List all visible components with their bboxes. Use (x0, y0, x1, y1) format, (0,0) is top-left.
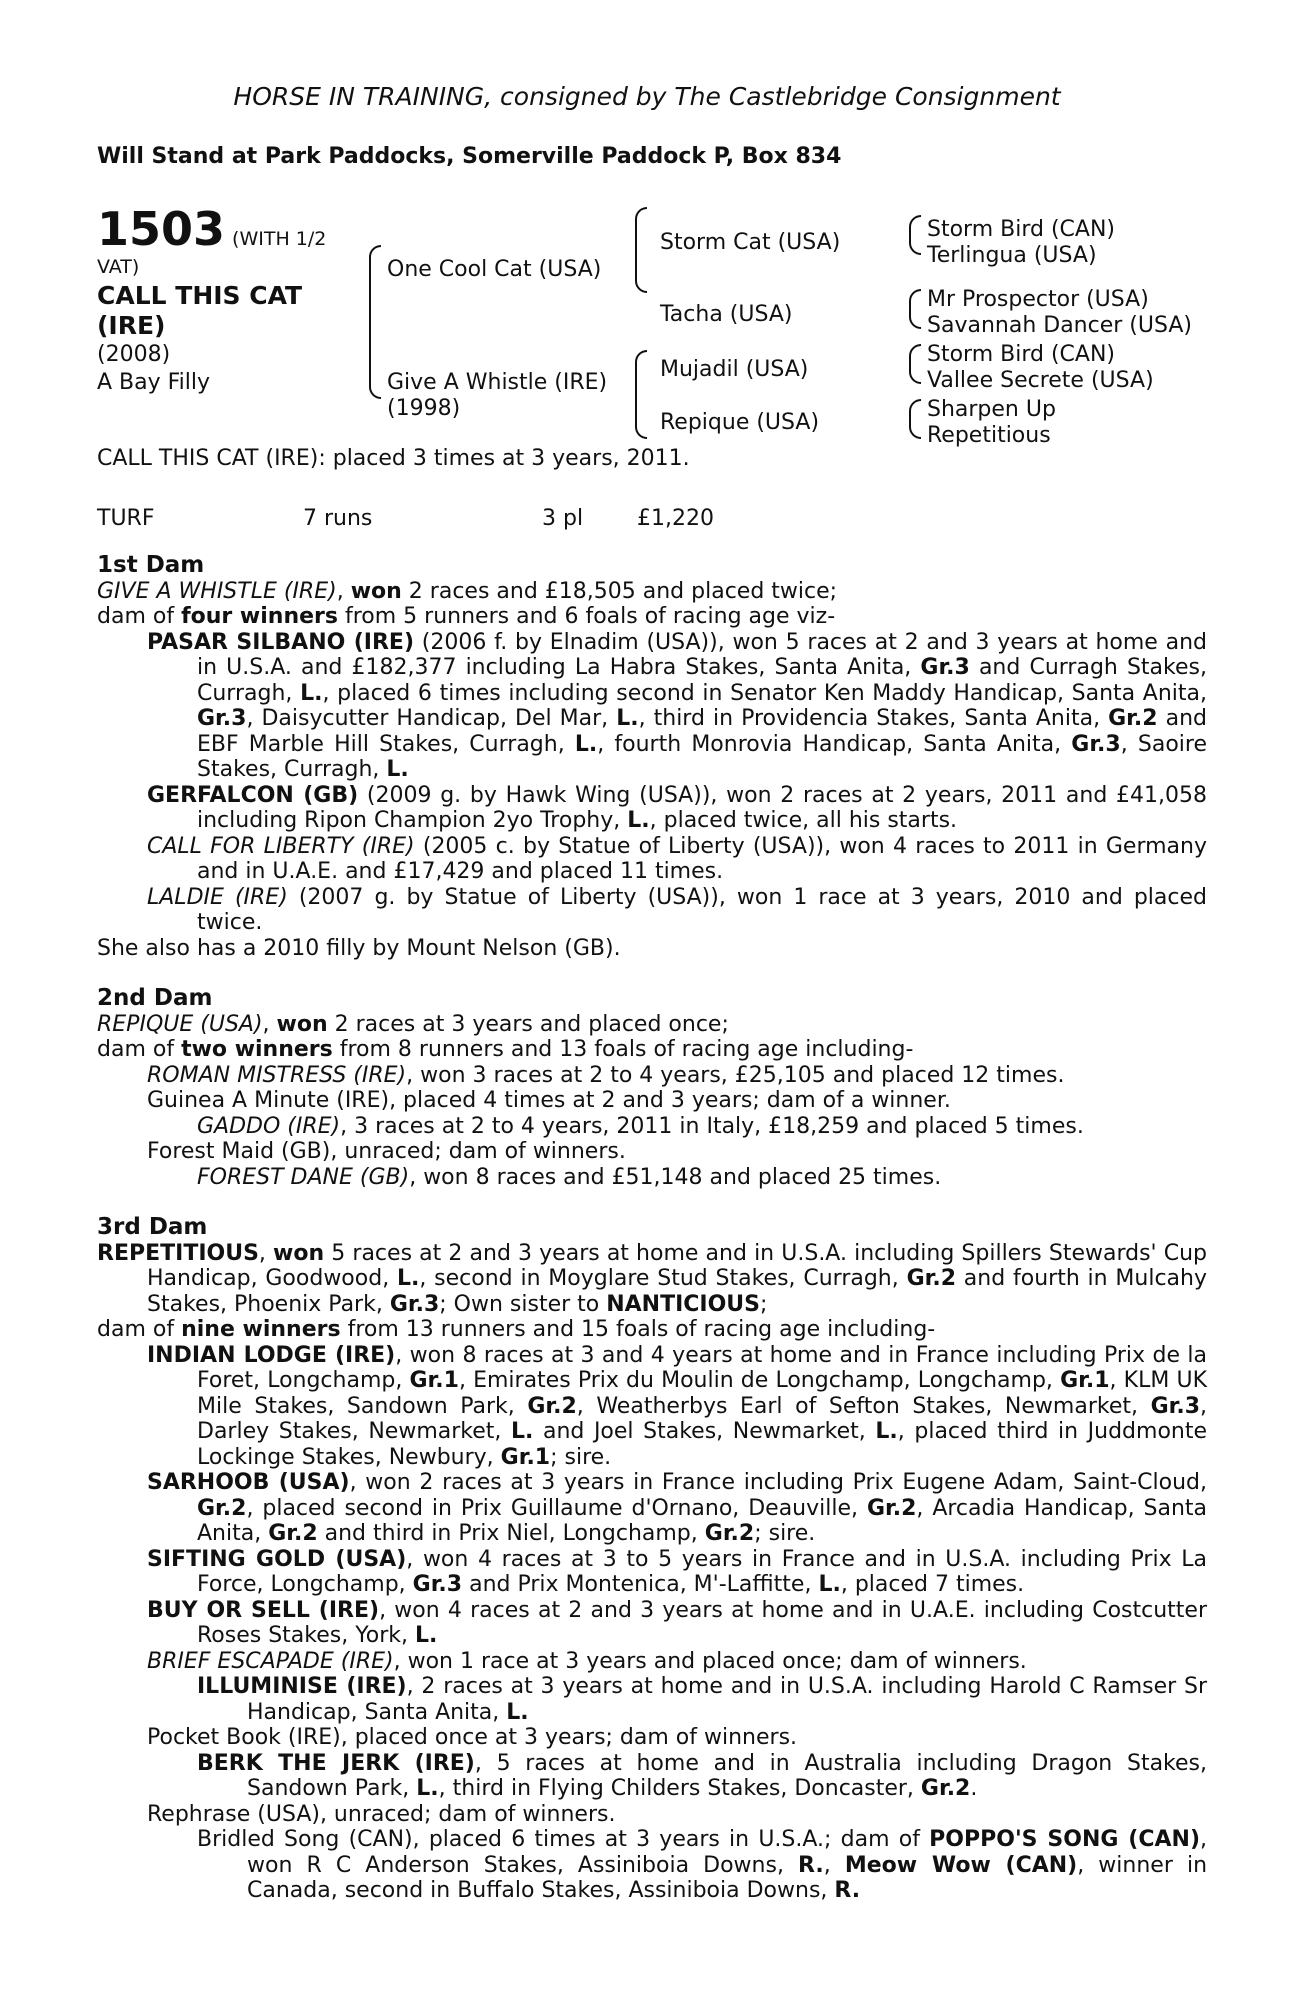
produce-entry: GERFALCON (GB) (2009 g. by Hawk Wing (USA)), won 2 races at 2 years, 2011 and £41,058 including Ripon Champion 2yo Trophy, L., placed twice, all his starts. (147, 782, 1207, 833)
second-dam-produce: dam of two winners from 8 runners and 13 foals of racing age including- (97, 1037, 914, 1062)
horse-name: CALL THIS CAT (IRE) (97, 281, 303, 340)
produce-entry: ILLUMINISE (IRE), 2 races at 3 years at home and in U.S.A. including Harold C Ramser Sr Handicap, Santa Anita, L. (197, 1674, 1207, 1725)
produce-entry: SIFTING GOLD (USA), won 4 races at 3 to 5 years in France and in U.S.A. including Prix La Force, Longchamp, Gr.3 and Prix Montenica, M'-Laffitte, L., placed 7 times. (147, 1546, 1207, 1597)
lot-vat: (WITH 1/2 VAT) (97, 228, 327, 278)
lot-info (97, 202, 357, 397)
produce-entry: CALL FOR LIBERTY (IRE) (2005 c. by Statue of Liberty (USA)), won 4 races to 2011 in Germany and in U.A.E. and £17,429 and placed 11 times. (147, 833, 1207, 884)
sire-sire: Storm Cat (USA) (660, 230, 841, 255)
produce-entry: Pocket Book (IRE), placed once at 3 years; dam of winners. (147, 1725, 798, 1750)
ds-dam: Vallee Secrete (USA) (927, 368, 1154, 393)
produce-entry: SARHOOB (USA), won 2 races at 3 years in France including Prix Eugene Adam, Saint-Cloud, Gr.2, placed second in Prix Guillaume d'Ornano, Deauville, Gr.2, Arcadia Handicap, Santa Anita, Gr.2 and third in Prix Niel, Longchamp, Gr.2; sire. (147, 1470, 1208, 1546)
produce-entry: BERK THE JERK (IRE), 5 races at home and in Australia including Dragon Stakes, Sandown Park, L., third in Flying Childers Stakes, Doncaster, Gr.2. (197, 1750, 1207, 1801)
produce-entry: PASAR SILBANO (IRE) (2006 f. by Elnadim (USA)), won 5 races at 2 and 3 years at home and in U.S.A. and £182,377 including La Habra Stakes, Santa Anita, Gr.3 and Curragh Stakes, Curragh, L., placed 6 times including second in Senator Ken Maddy Handicap, Santa Anita, Gr.3, Daisycutter Handicap, Del Mar, L., third in Providencia Stakes, Santa Anita, Gr.2 and EBF Marble Hill Stakes, Curragh, L., fourth Monrovia Handicap, Santa Anita, Gr.3, Saoire Stakes, Curragh, L. (147, 629, 1207, 782)
produce-entry: LALDIE (IRE) (2007 g. by Statue of Liberty (USA)), won 1 race at 3 years, 2010 and placed twice. (147, 884, 1207, 935)
produce-entry: Bridled Song (CAN), placed 6 times at 3 years in U.S.A.; dam of POPPO'S SONG (CAN), won R C Anderson Stakes, Assiniboia Downs, R., Meow Wow (CAN), winner in Canada, second in Buffalo Stakes, Assiniboia Downs, R. (197, 1827, 1208, 1903)
produce-entry: Forest Maid (GB), unraced; dam of winners. (147, 1139, 626, 1164)
page-title: HORSE IN TRAINING, consigned by The Castlebridge Consignment (233, 82, 1061, 111)
ss-sire: Storm Bird (CAN) (927, 217, 1115, 242)
first-dam-title: 1st Dam (97, 552, 205, 578)
third-dam-title: 3rd Dam (97, 1214, 208, 1240)
third-dam-produce: dam of nine winners from 13 runners and 15 foals of racing age including- (97, 1317, 936, 1342)
dam: Give A Whistle (IRE) (387, 370, 608, 395)
sd-dam: Savannah Dancer (USA) (927, 313, 1192, 338)
second-dam-record: REPIQUE (USA), won 2 races at 3 years and placed once; (97, 1011, 729, 1037)
pedigree-bracket (909, 289, 921, 329)
sd-sire: Mr Prospector (USA) (927, 287, 1149, 312)
ss-dam: Terlingua (USA) (927, 243, 1097, 268)
pedigree-bracket (635, 207, 647, 293)
dd-dam: Repetitious (927, 423, 1051, 448)
produce-entry: BUY OR SELL (IRE), won 4 races at 2 and 3 years at home and in U.A.E. including Costcutter Roses Stakes, York, L. (147, 1597, 1208, 1648)
third-dam-record: REPETITIOUS, won 5 races at 2 and 3 years at home and in U.S.A. including Spillers Stewards' Cup Handicap, Goodwood, L., second in Moyglare Stud Stakes, Curragh, Gr.2 and fourth in Mulcahy Stakes, Phoenix Park, Gr.3; Own sister to NANTICIOUS; (97, 1240, 1207, 1317)
produce-entry: BRIEF ESCAPADE (IRE), won 1 race at 3 years and placed once; dam of winners. (147, 1648, 1027, 1674)
turf-runs: 7 runs (303, 506, 373, 531)
sire: One Cool Cat (USA) (387, 257, 602, 282)
first-dam-record: GIVE A WHISTLE (IRE), won 2 races and £18,505 and placed twice; (97, 578, 838, 604)
turf-earnings: £1,220 (637, 506, 714, 531)
pedigree-block (97, 202, 1207, 475)
pedigree-bracket (369, 245, 381, 399)
turf-label: TURF (97, 506, 155, 531)
second-dam-title: 2nd Dam (97, 985, 213, 1011)
stand-location: Will Stand at Park Paddocks, Somerville Paddock P, Box 834 (97, 144, 842, 169)
race-summary: CALL THIS CAT (IRE): placed 3 times at 3 years, 2011. (97, 446, 690, 471)
first-dam-produce: dam of four winners from 5 runners and 6 foals of racing age viz- (97, 604, 836, 629)
produce-note: She also has a 2010 filly by Mount Nelson (GB). (97, 935, 621, 961)
ds-sire: Storm Bird (CAN) (927, 342, 1115, 367)
lot-number: 1503 (97, 202, 226, 256)
dam-year: (1998) (387, 396, 461, 421)
produce-entry: FOREST DANE (GB), won 8 races and £51,148 and placed 25 times. (197, 1164, 942, 1190)
foaling-year: (2008) (97, 342, 171, 367)
sire-dam: Tacha (USA) (660, 302, 793, 327)
produce-entry: ROMAN MISTRESS (IRE), won 3 races at 2 to 4 years, £25,105 and placed 12 times. (147, 1062, 1065, 1088)
pedigree-bracket (909, 399, 921, 439)
pedigree-bracket (909, 215, 921, 255)
produce-entry: GADDO (IRE), 3 races at 2 to 4 years, 2011 in Italy, £18,259 and placed 5 times. (197, 1113, 1084, 1139)
pedigree-bracket (909, 344, 921, 384)
produce-entry: Guinea A Minute (IRE), placed 4 times at 2 and 3 years; dam of a winner. (147, 1088, 951, 1113)
produce-entry: INDIAN LODGE (IRE), won 8 races at 3 and 4 years at home and in France including Prix de la Foret, Longchamp, Gr.1, Emirates Prix du Moulin de Longchamp, Longchamp, Gr.1, KLM UK Mile Stakes, Sandown Park, Gr.2, Weatherbys Earl of Sefton Stakes, Newmarket, Gr.3, Darley Stakes, Newmarket, L. and Joel Stakes, Newmarket, L., placed third in Juddmonte Lockinge Stakes, Newbury, Gr.1; sire. (147, 1342, 1208, 1470)
pedigree-bracket (635, 350, 647, 439)
dam-sire: Mujadil (USA) (660, 357, 809, 382)
horse-description: A Bay Filly (97, 370, 211, 395)
family-details (97, 553, 1207, 1904)
dam-dam: Repique (USA) (660, 410, 820, 435)
dd-sire: Sharpen Up (927, 397, 1056, 422)
produce-entry: Rephrase (USA), unraced; dam of winners. (147, 1801, 616, 1827)
turf-placed: 3 pl (542, 506, 584, 531)
